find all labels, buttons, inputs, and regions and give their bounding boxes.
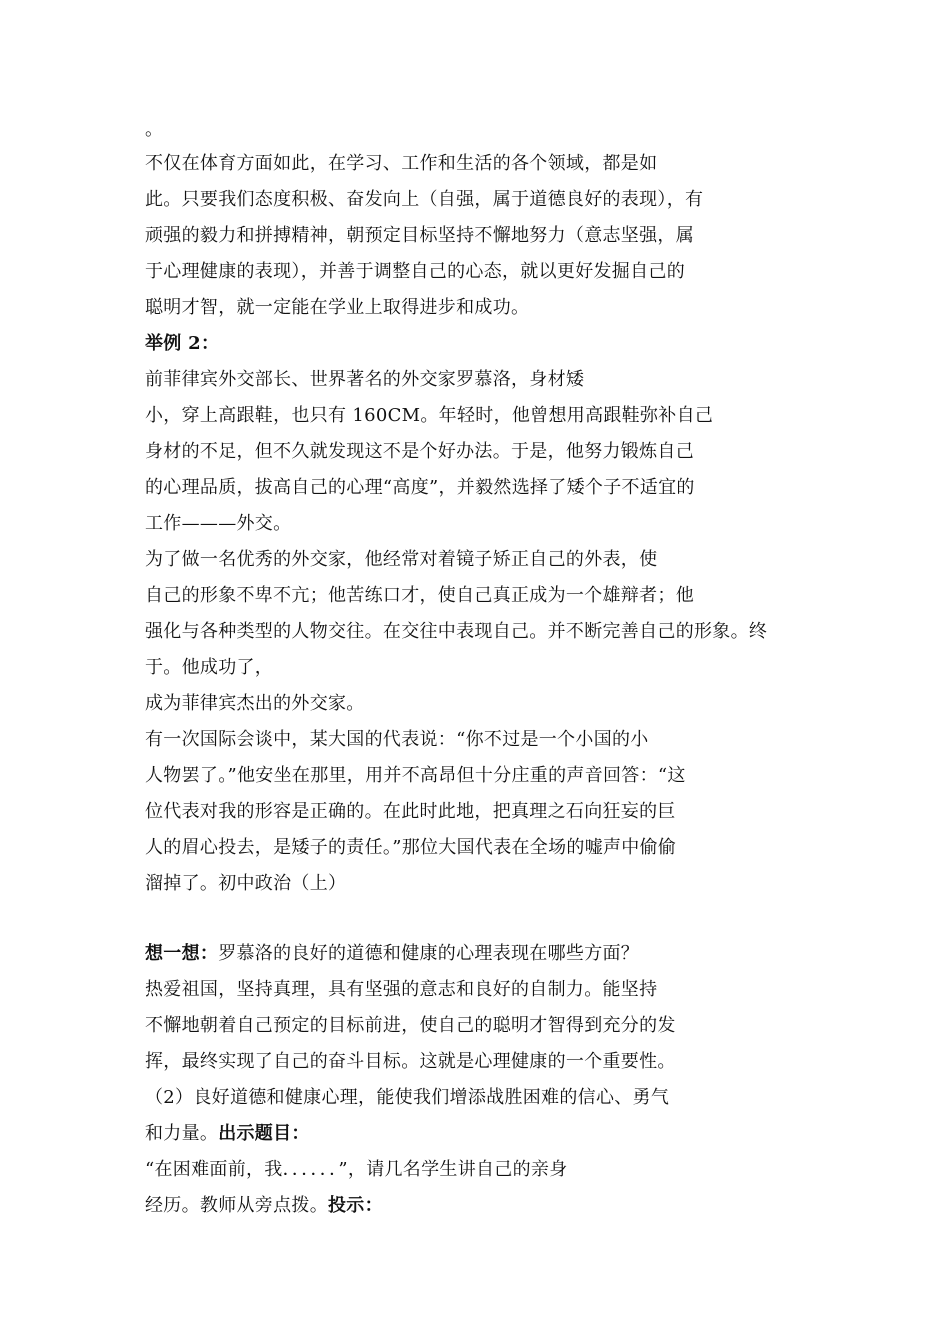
text-line: 于。他成功了，	[145, 657, 274, 678]
text-line: 不仅在体育方面如此，在学习、工作和生活的各个领域，都是如	[145, 153, 658, 174]
text-line: 挥，最终实现了自己的奋斗目标。这就是心理健康的一个重要性。	[145, 1051, 676, 1072]
text-line: 位代表对我的形容是正确的。在此时此地，把真理之石向狂妄的巨	[145, 801, 676, 822]
text-line: 热爱祖国，坚持真理，具有坚强的意志和良好的自制力。能坚持	[145, 979, 658, 1000]
text-line: 前菲律宾外交部长、世界著名的外交家罗慕洛，身材矮	[145, 369, 585, 390]
text-line: 的心理品质，拔高自己的心理“高度”，并毅然选择了矮个子不适宜的	[145, 477, 695, 498]
text-line: 于心理健康的表现），并善于调整自己的心态，就以更好发掘自己的	[145, 261, 685, 282]
text-line: 经历。教师从旁点拨。投示：	[145, 1195, 383, 1216]
text-line: 。	[145, 119, 164, 140]
text-line: 成为菲律宾杰出的外交家。	[145, 693, 365, 714]
text-line: 有一次国际会谈中，某大国的代表说：“你不过是一个小国的小	[145, 729, 649, 750]
text-line: 聪明才智，就一定能在学业上取得进步和成功。	[145, 297, 530, 318]
text-line: 身材的不足，但不久就发现这不是个好办法。于是，他努力锻炼自己	[145, 441, 694, 462]
text-line: 工作———外交。	[145, 513, 292, 534]
text-line: 溜掉了。初中政治（上）	[145, 873, 347, 894]
text-line: 为了做一名优秀的外交家，他经常对着镜子矫正自己的外表，使	[145, 549, 658, 570]
text-line: 强化与各种类型的人物交往。在交往中表现自己。并不断完善自己的形象。终	[145, 621, 768, 642]
example-heading: 举例 2：	[145, 333, 220, 354]
text-line: 人物罢了。”他安坐在那里，用并不高昂但十分庄重的声音回答：“这	[145, 765, 686, 786]
text-line: 和力量。出示题目：	[145, 1123, 310, 1144]
text-line: 顽强的毅力和拼搏精神，朝预定目标坚持不懈地努力（意志坚强，属	[145, 225, 694, 246]
text-line: 此。只要我们态度积极、奋发向上（自强，属于道德良好的表现），有	[145, 189, 704, 210]
think-question: 想一想：罗慕洛的良好的道德和健康的心理表现在哪些方面？	[145, 943, 640, 964]
text-line: “在困难面前，我．．．．．．”，请几名学生讲自己的亲身	[145, 1159, 568, 1180]
text-line: 自己的形象不卑不亢；他苦练口才，使自己真正成为一个雄辩者；他	[145, 585, 694, 606]
text-line: 人的眉心投去，是矮子的责任。”那位大国代表在全场的嘘声中偷偷	[145, 837, 677, 858]
text-line: 不懈地朝着自己预定的目标前进，使自己的聪明才智得到充分的发	[145, 1015, 676, 1036]
text-line: （2）良好道德和健康心理，能使我们增添战胜困难的信心、勇气	[145, 1087, 670, 1108]
text-line: 小，穿上高跟鞋，也只有 160CM。年轻时，他曾想用高跟鞋弥补自己	[145, 405, 714, 426]
